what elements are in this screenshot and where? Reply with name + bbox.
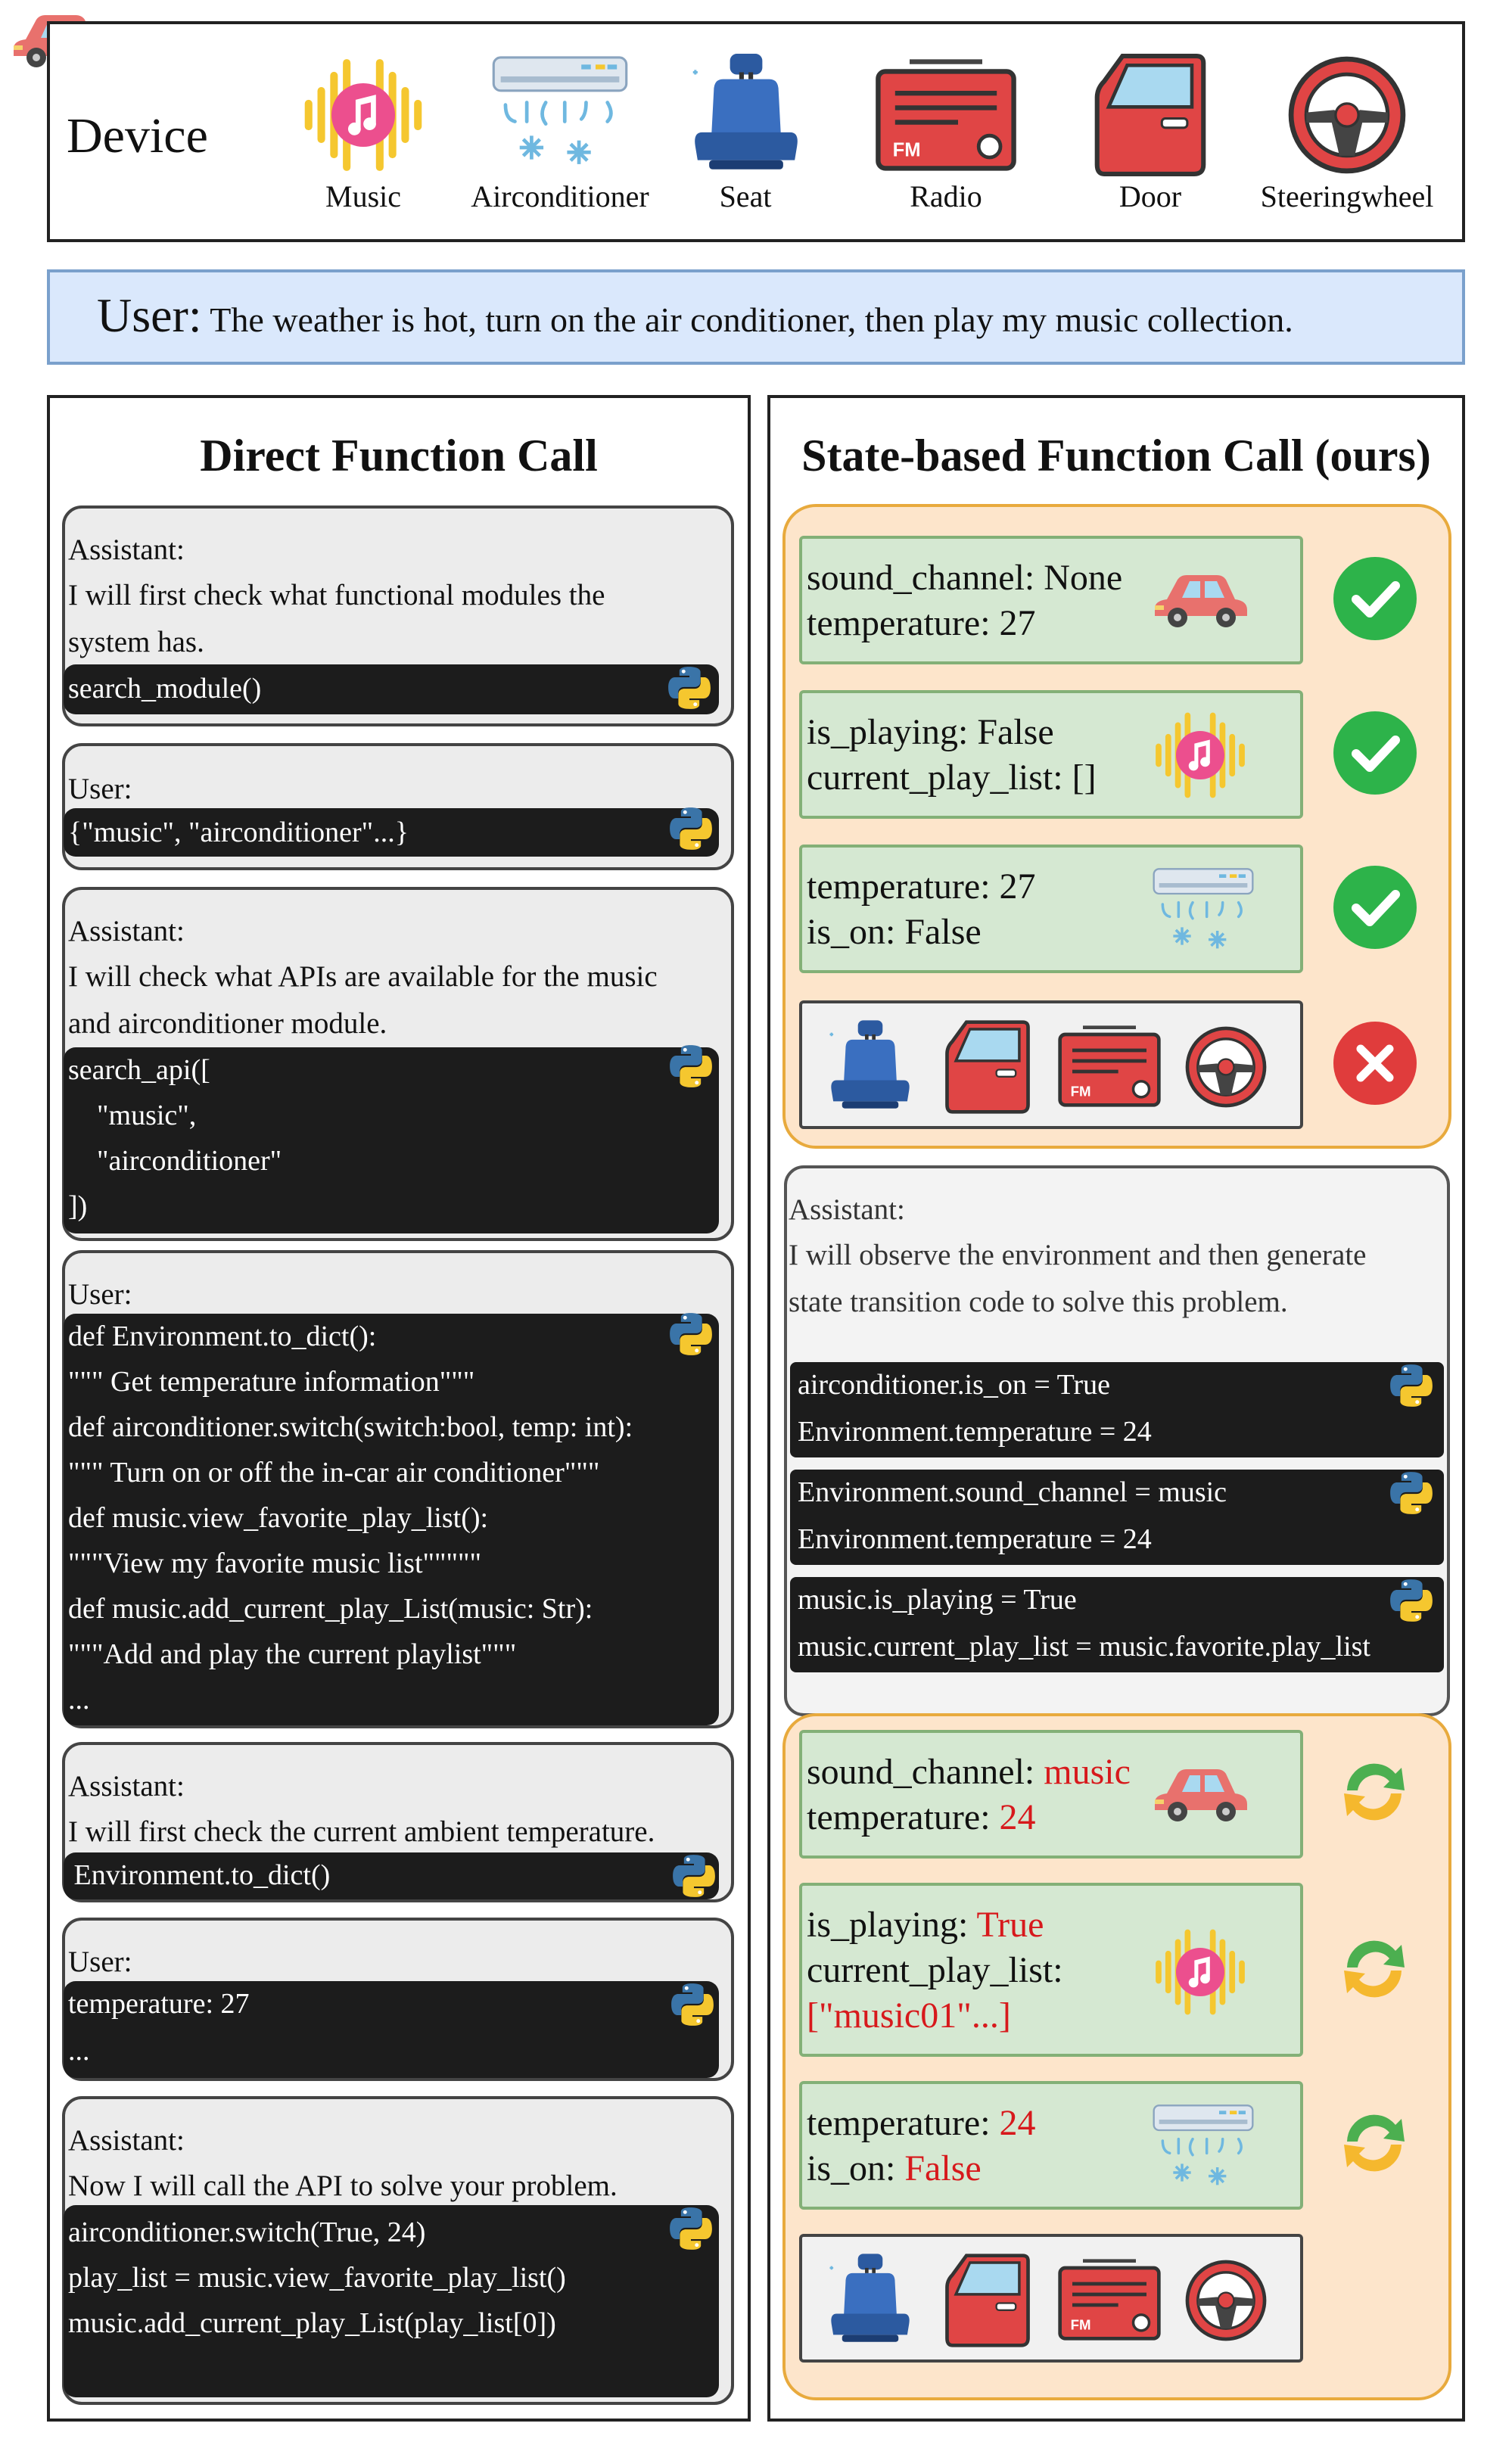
state-box-music — [799, 690, 1303, 819]
python-icon — [1388, 1470, 1435, 1516]
radio-icon — [873, 51, 1019, 179]
code-line: music.is_playing = True — [798, 1584, 1077, 1616]
car-icon — [1152, 1763, 1250, 1824]
music-icon — [300, 51, 427, 179]
state-box-airconditioner — [799, 845, 1303, 973]
code-line: Environment.temperature = 24 — [798, 1523, 1152, 1555]
code-line: """View my favorite music list""""" — [68, 1548, 482, 1579]
turn-1-text-1: I will first check what functional modules the — [68, 579, 605, 611]
code-line: Environment.to_dict() — [67, 1859, 331, 1891]
door-icon — [943, 2252, 1032, 2349]
python-icon — [667, 1311, 714, 1358]
state-line: is_playing: True — [807, 1905, 1044, 1945]
unchanged-devices-row — [799, 2234, 1303, 2363]
python-icon — [670, 1852, 717, 1899]
device-airconditioner — [454, 45, 666, 219]
door-icon — [1090, 51, 1211, 179]
python-icon — [666, 664, 713, 711]
updated-state-airconditioner — [799, 2081, 1303, 2210]
turn-3-role: Assistant: — [68, 915, 185, 947]
user-query — [97, 282, 1293, 354]
device-radio — [863, 45, 1029, 219]
device-label-steeringwheel: Steeringwheel — [1260, 179, 1434, 213]
code-line: "airconditioner" — [68, 1145, 282, 1177]
direct-panel-title: Direct Function Call — [200, 431, 598, 481]
code-line: def Environment.to_dict(): — [68, 1320, 377, 1352]
user-query-speaker: User: — [97, 288, 202, 342]
turn-6-code — [64, 1981, 719, 2078]
turn-3-text-2: and airconditioner module. — [68, 1007, 387, 1040]
state-line: current_play_list: — [807, 1950, 1063, 1990]
python-icon — [1388, 1362, 1435, 1409]
changed-value: ["music01"...] — [807, 1996, 1011, 2036]
state-line: sound_channel: None — [807, 558, 1123, 598]
state-line: is_on: False — [807, 2148, 982, 2188]
turn-5-code — [64, 1852, 719, 1899]
state-line: temperature: 24 — [807, 1797, 1036, 1837]
code-line: search_api([ — [68, 1054, 210, 1086]
seat-icon — [686, 51, 807, 179]
code-line: def airconditioner.switch(switch:bool, temp: int): — [68, 1411, 633, 1443]
code-line: airconditioner.is_on = True — [798, 1369, 1111, 1401]
state-line: temperature: 24 — [807, 2103, 1036, 2143]
steeringwheel-icon — [1182, 1023, 1270, 1111]
code-line: """Add and play the current playlist""" — [68, 1638, 517, 1670]
refresh-icon — [1336, 2105, 1412, 2181]
turn-3-code — [64, 1047, 719, 1233]
turn-7-text-1: Now I will call the API to solve your problem. — [68, 2170, 618, 2202]
device-seat — [674, 45, 817, 219]
code-line: ... — [68, 2035, 90, 2067]
check-icon — [1333, 557, 1417, 640]
device-label-seat: Seat — [719, 179, 772, 213]
refresh-icon — [1336, 1931, 1412, 2007]
door-icon — [943, 1019, 1032, 1115]
turn-7-code — [64, 2205, 719, 2397]
transition-code-1 — [790, 1362, 1444, 1457]
check-icon — [1333, 711, 1417, 795]
check-icon — [1333, 866, 1417, 949]
device-label-door: Door — [1118, 179, 1182, 213]
updated-state-music — [799, 1883, 1303, 2057]
code-line: play_list = music.view_favorite_play_list() — [68, 2262, 566, 2294]
changed-value: 24 — [999, 1797, 1036, 1837]
code-line: "music", — [68, 1100, 197, 1131]
cross-icon — [1333, 1022, 1417, 1105]
assistant-text-2: state transition code to solve this problem. — [789, 1286, 1288, 1318]
device-panel-label: Device — [67, 108, 208, 163]
changed-value: 24 — [999, 2103, 1036, 2143]
turn-1-text-2: system has. — [68, 626, 204, 658]
code-line: """ Turn on or off the in-car air conditioner""" — [68, 1457, 600, 1488]
code-line: {"music", "airconditioner"...} — [68, 817, 409, 848]
music-icon — [1152, 707, 1249, 804]
device-label-airconditioner: Airconditioner — [471, 179, 649, 213]
turn-1-role: Assistant: — [68, 533, 185, 566]
music-icon — [1152, 1924, 1249, 2020]
code-line: airconditioner.switch(True, 24) — [68, 2216, 426, 2248]
unused-devices-row — [799, 1000, 1303, 1129]
state-line: is_playing: False — [807, 712, 1054, 752]
assistant-text-1: I will observe the environment and then generate — [789, 1239, 1367, 1271]
steeringwheel-icon — [1280, 51, 1414, 179]
turn-4-role: User: — [68, 1278, 132, 1311]
python-icon — [667, 805, 714, 852]
turn-1-code — [64, 664, 719, 714]
airconditioner-icon — [1150, 864, 1256, 955]
code-line: Environment.temperature = 24 — [798, 1416, 1152, 1448]
turn-4-code — [64, 1314, 719, 1725]
code-line: def music.view_favorite_play_list(): — [68, 1502, 489, 1534]
steeringwheel-icon — [1182, 2257, 1270, 2344]
changed-value: music — [1044, 1752, 1131, 1792]
state-line: current_play_list: [] — [807, 757, 1097, 798]
python-icon — [667, 1043, 714, 1090]
turn-5-text-1: I will first check the current ambient temperature. — [68, 1815, 655, 1848]
turn-5-role: Assistant: — [68, 1770, 185, 1803]
code-line: music.current_play_list = music.favorite.play_list — [798, 1631, 1370, 1663]
state-panel-title: State-based Function Call (ours) — [801, 431, 1431, 481]
code-line: music.add_current_play_List(play_list[0]) — [68, 2307, 556, 2339]
state-box-environment — [799, 536, 1303, 664]
device-steeringwheel — [1241, 45, 1453, 219]
airconditioner-icon — [489, 51, 631, 173]
assistant-role: Assistant: — [789, 1193, 905, 1226]
car-icon — [1152, 569, 1250, 630]
python-icon — [669, 1981, 716, 2028]
device-label-radio: Radio — [910, 179, 982, 213]
state-line: sound_channel: music — [807, 1752, 1131, 1792]
turn-2-role: User: — [68, 773, 132, 805]
code-line: search_module() — [68, 673, 262, 705]
device-door — [1082, 45, 1218, 219]
code-line: """ Get temperature information""" — [68, 1366, 475, 1398]
code-line: temperature: 27 — [68, 1988, 250, 2020]
radio-icon — [1056, 2255, 1162, 2344]
turn-6-role: User: — [68, 1946, 132, 1978]
seat-icon — [825, 1019, 916, 1115]
code-line: ... — [68, 1684, 90, 1716]
device-label-music: Music — [325, 179, 401, 213]
radio-icon — [1056, 1022, 1162, 1111]
python-icon — [1388, 1577, 1435, 1624]
code-line: ]) — [68, 1190, 88, 1222]
turn-2-code — [64, 808, 719, 857]
turn-7-role: Assistant: — [68, 2124, 185, 2157]
transition-code-2 — [790, 1470, 1444, 1565]
seat-icon — [825, 2252, 916, 2349]
code-line: Environment.sound_channel = music — [798, 1476, 1227, 1508]
refresh-icon — [1336, 1754, 1412, 1830]
user-query-text: The weather is hot, turn on the air conditioner, then play my music collection. — [210, 300, 1293, 339]
state-line: is_on: False — [807, 912, 982, 952]
transition-code-3 — [790, 1577, 1444, 1672]
changed-value: True — [976, 1905, 1044, 1945]
turn-3-text-1: I will check what APIs are available for the music — [68, 960, 658, 993]
state-line: temperature: 27 — [807, 603, 1036, 643]
python-icon — [667, 2205, 714, 2252]
airconditioner-icon — [1150, 2101, 1256, 2191]
changed-value: False — [904, 2148, 982, 2188]
state-line: temperature: 27 — [807, 866, 1036, 907]
code-line: def music.add_current_play_List(music: Str): — [68, 1593, 593, 1625]
device-music — [288, 45, 439, 219]
updated-state-environment — [799, 1730, 1303, 1859]
